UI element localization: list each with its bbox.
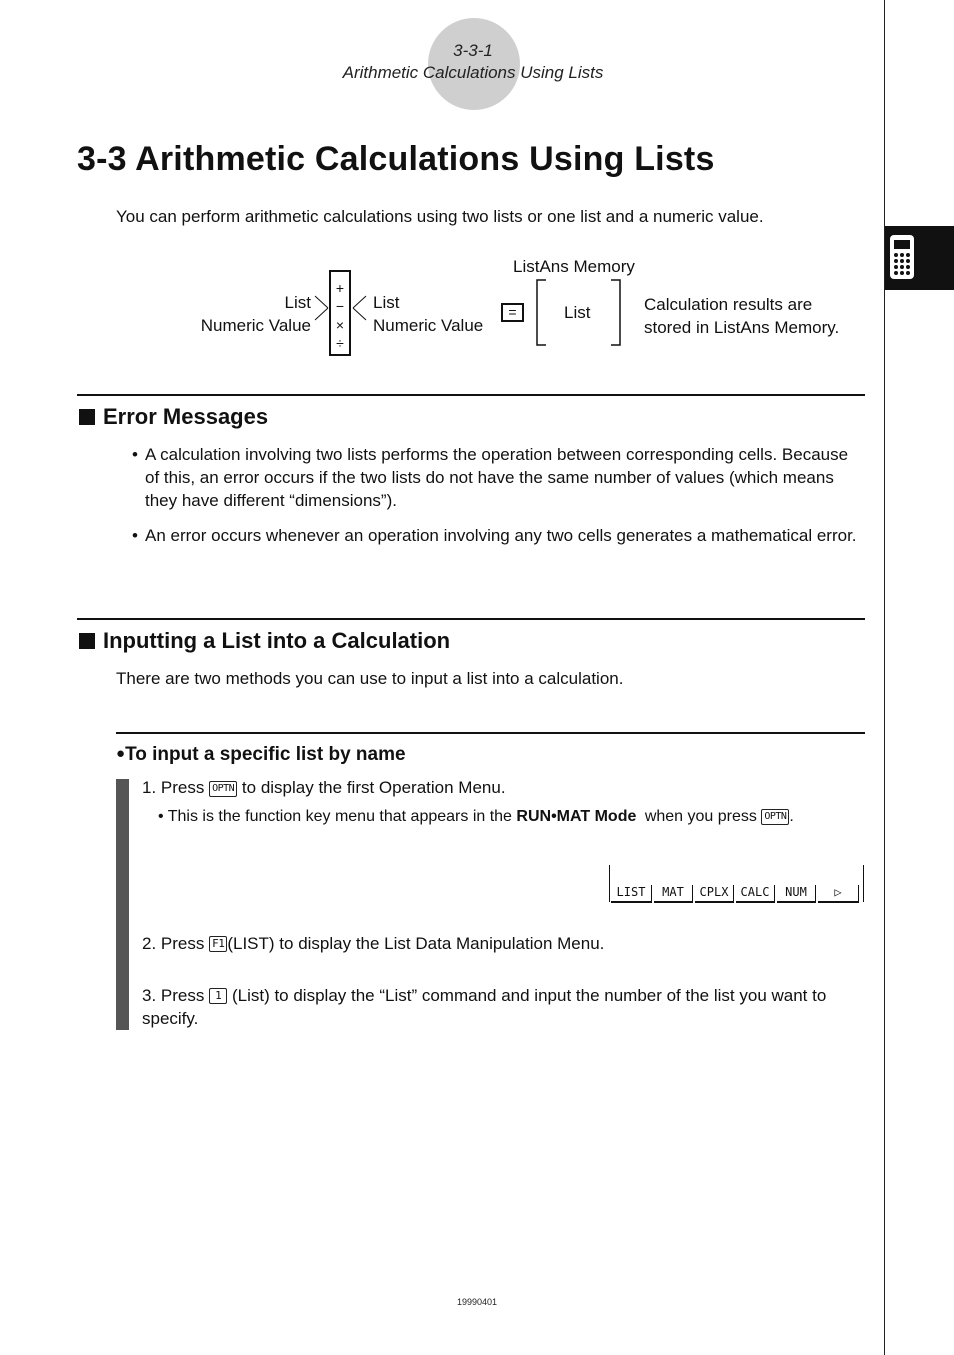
- error-messages-heading: [79, 404, 268, 430]
- one-key: 1: [209, 988, 227, 1004]
- menu-item-calc: CALC: [736, 885, 775, 903]
- optn-key: OPTN: [761, 809, 789, 825]
- procedure-rule: [116, 732, 865, 734]
- menu-item-cplx: CPLX: [695, 885, 734, 903]
- menu-item-mat: MAT: [654, 885, 693, 903]
- optn-key: OPTN: [209, 781, 237, 797]
- page-number: 3-3-1: [453, 41, 493, 60]
- inputting-heading: [79, 628, 450, 654]
- step-1: 1. Press OPTN to display the first Operation Menu.: [142, 778, 506, 797]
- right-operand-list: List: [373, 293, 400, 312]
- step-2: 2. Press F1 (LIST) to display the List Data Manipulation Menu.: [142, 934, 605, 953]
- procedure-heading-text: To input a specific list by name: [125, 744, 406, 765]
- menu-item-num: NUM: [777, 885, 816, 903]
- intro-text: You can perform arithmetic calculations using two lists or one list and a numeric value.: [116, 207, 764, 226]
- equals-key: =: [501, 303, 524, 322]
- menu-item-list: LIST: [611, 885, 652, 903]
- running-title: Arithmetic Calculations Using Lists: [342, 63, 604, 82]
- square-bullet-icon: [79, 409, 95, 425]
- inputting-intro: There are two methods you can use to input a list into a calculation.: [116, 669, 624, 688]
- f1-key: F1: [209, 936, 227, 952]
- square-bullet-icon: [79, 633, 95, 649]
- function-key-menu: [609, 865, 864, 902]
- error-bullet-1: A calculation involving two lists performs the operation between corresponding cells. Because of this, an error occurs if the two lists do not have the same number of values (which means they have different “dimensions”).: [145, 445, 849, 510]
- chapter-tab: [885, 226, 954, 290]
- step-1-note: • This is the function key menu that appears in the RUN•MAT Mode when you press OPTN .: [158, 808, 794, 825]
- right-operand-value: Numeric Value: [373, 316, 484, 335]
- inputting-heading-text: Inputting a List into a Calculation: [103, 628, 451, 653]
- bullet-icon: •: [132, 445, 138, 464]
- left-operand-list: List: [284, 293, 311, 312]
- section-rule: [77, 394, 865, 396]
- op-times: ×: [335, 317, 345, 333]
- procedure-heading: [116, 744, 406, 766]
- error-messages-heading-text: Error Messages: [103, 404, 269, 429]
- page-edge-line: [884, 0, 885, 1355]
- left-operand-value: Numeric Value: [200, 316, 311, 335]
- error-bullet-2: An error occurs whenever an operation involving any two cells generates a mathematical error.: [145, 526, 857, 545]
- right-connector: [352, 290, 368, 326]
- bullet-icon: •: [132, 526, 138, 545]
- result-note-line2: stored in ListAns Memory.: [644, 318, 840, 337]
- step-3: 3. Press 1 (List) to display the “List” command and input the number of the list you want to specify.: [142, 986, 827, 1028]
- list-item: [132, 443, 861, 512]
- operator-box: [329, 270, 351, 356]
- section-rule: [77, 618, 865, 620]
- menu-item-next-icon: ▷: [818, 885, 859, 903]
- listans-label: ListAns Memory: [513, 257, 635, 276]
- op-minus: −: [335, 298, 345, 314]
- calculator-icon: [885, 226, 954, 290]
- result-note-line1: Calculation results are: [644, 295, 813, 314]
- footer-code: 19990401: [456, 1297, 498, 1307]
- op-divide: ÷: [336, 335, 344, 351]
- list-item: [132, 524, 861, 547]
- left-connector: [313, 290, 329, 326]
- procedure-side-bar: [116, 779, 129, 1030]
- listans-list: List: [564, 303, 591, 322]
- op-plus: +: [335, 280, 345, 296]
- page-title: 3-3 Arithmetic Calculations Using Lists: [77, 140, 715, 178]
- bullet-icon: ●: [116, 745, 126, 762]
